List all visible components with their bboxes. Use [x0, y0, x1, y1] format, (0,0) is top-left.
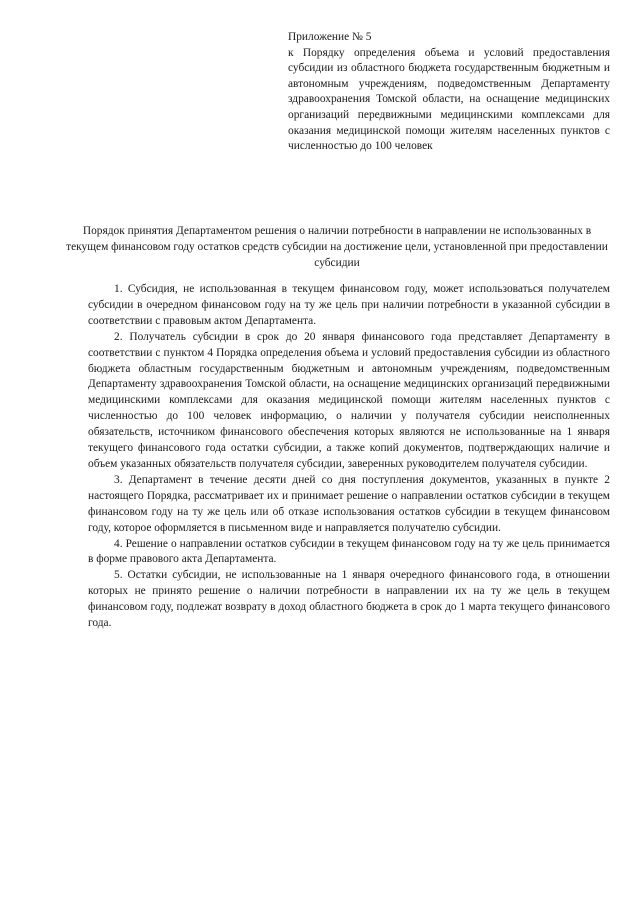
paragraph-1: 1. Субсидия, не использованная в текущем финансовом году, может использоваться получателем субсидии в очередном финансовом году на ту же цель при наличии потребности в указанной субсидии в соответствии с правовым актом Департамента. [88, 283, 610, 327]
appendix-text: к Порядку определения объема и условий предоставления субсидии из областного бюджета государственным бюджетным и автономным учреждениям, подведомственным Департаменту здравоохранения Томской области, на оснащение медицинских организаций передвижными медицинскими комплексами для оказания медицинской помощи жителям населенных пунктов с численностью до 100 человек [288, 46, 610, 153]
paragraph-2: 2. Получатель субсидии в срок до 20 января финансового года представляет Департаменту в соответствии с пунктом 4 Порядка определения объема и условий предоставления субсидии из областного бюджета областным государственным бюджетным и автономным учреждениям, подведомственным Департаменту здравоохранения Томской области, на оснащение медицинских организаций передвижными медицинскими комплексами для оказания медицинской помощи жителям населенных пунктов с численностью до 100 человек информацию, о наличии у получателя субсидии неисполненных обязательств, источником финансового обеспечения которых являются не использованные на 1 января текущего финансового года остатки субсидии, а также копий документов, подтверждающих наличие и объем указанных обязательств получателя субсидии, заверенных руководителем получателя субсидии. [88, 330, 610, 470]
document-body [88, 282, 610, 632]
paragraph-5: 5. Остатки субсидии, не использованные на 1 января очередного финансового года, в отношении которых не принято решение о наличии потребности в направлении их на ту же цель в текущем финансовом году, подлежат возврату в доход областного бюджета в срок до 1 марта текущего финансового года. [88, 569, 610, 630]
document-heading: Порядок принятия Департаментом решения о наличии потребности в направлении не использованных в текущем финансовом году остатков средств субсидии на достижение цели, установленной при предоставлении субсидии [66, 225, 608, 269]
appendix-block [288, 30, 610, 155]
paragraph-4: 4. Решение о направлении остатков субсидии в текущем финансовом году на ту же цель принимается в форме правового акта Департамента. [88, 537, 610, 566]
paragraph-3: 3. Департамент в течение десяти дней со дня поступления документов, указанных в пункте 2 настоящего Порядка, рассматривает их и принимает решение о направлении остатков субсидии в текущем финансовом году на ту же цель или об отказе использования остатков субсидии в текущем финансовом году, которое оформляется в письменном виде и направляется получателю субсидии. [88, 473, 610, 534]
appendix-title: Приложение № 5 [288, 31, 372, 43]
